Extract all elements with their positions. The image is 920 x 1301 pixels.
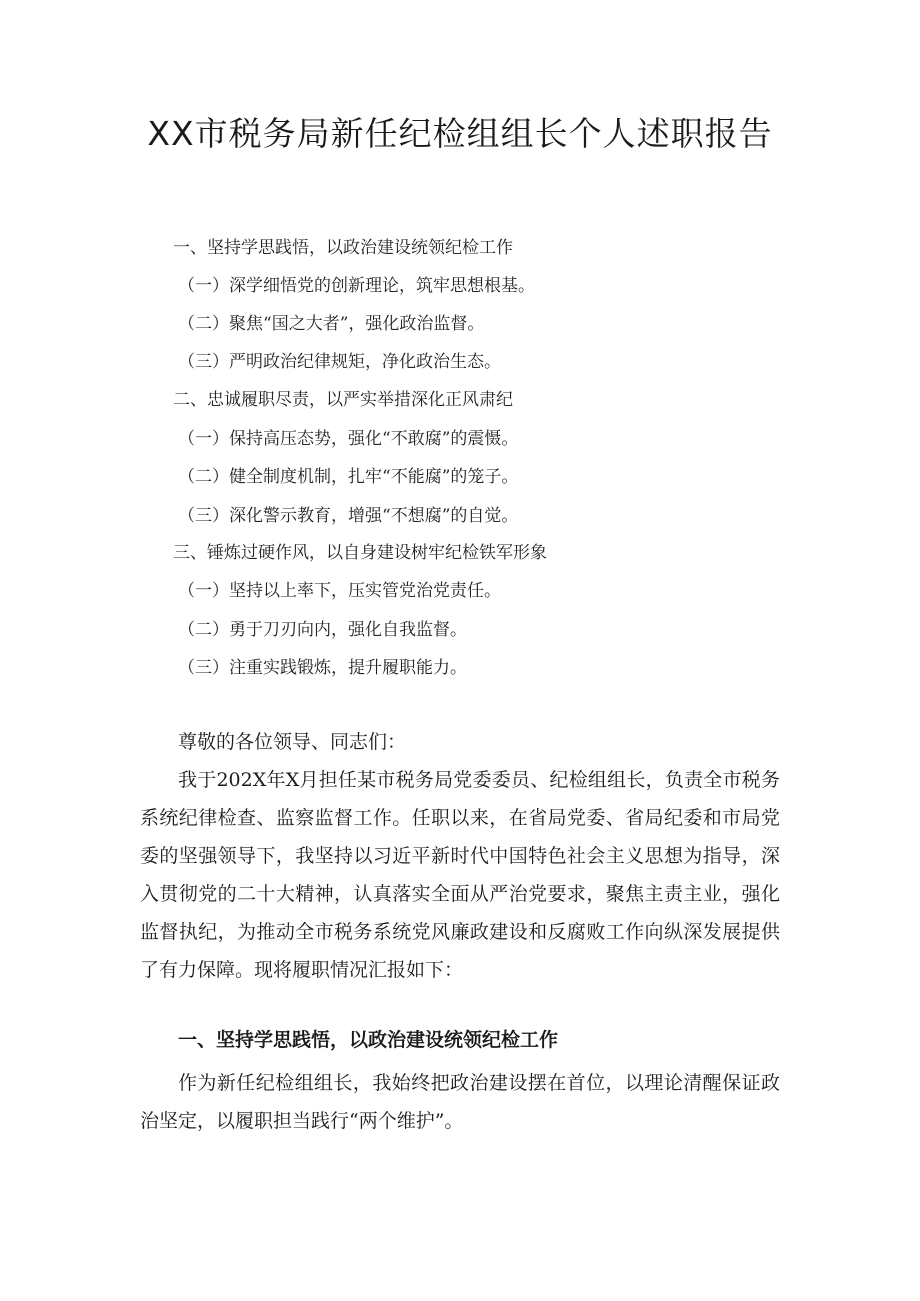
toc-item: （三）注重实践锻炼，提升履职能力。 xyxy=(178,658,467,678)
toc-item: 一、坚持学思践悟，以政治建设统领纪检工作 xyxy=(173,238,513,258)
toc-item: （一）坚持以上率下，压实管党治党责任。 xyxy=(178,581,501,601)
paragraph-text: 我于202X年X月担任某市税务局党委委员、纪检组组长，负责全市税务系统纪律检查、监察监督工作。任职以来，在省局党委、省局纪委和市局党委的坚强领导下，我坚持以习近平新时代中国特色社会主义思想为指导，深入贯彻党的二十大精神，认真落实全面从严治党要求，聚焦主责主业，强化监督执纪，为推动全市税务系统党风廉政建设和反腐败工作向纵深发展提供了有力保障。现将履职情况汇报如下： xyxy=(140,769,780,981)
toc-item: （一）深学细悟党的创新理论，筑牢思想根基。 xyxy=(178,276,535,296)
toc-item: （二）聚焦“国之大者”，强化政治监督。 xyxy=(178,314,485,334)
section-heading: 一、坚持学思践悟，以政治建设统领纪检工作 xyxy=(178,1029,559,1051)
paragraph-text: 作为新任纪检组组长，我始终把政治建设摆在首位，以理论清醒保证政治坚定，以履职担当践行“两个维护”。 xyxy=(140,1072,780,1132)
toc-item: （三）严明政治纪律规矩，净化政治生态。 xyxy=(178,352,501,372)
toc-item: （三）深化警示教育，增强“不想腐”的自觉。 xyxy=(178,506,519,526)
toc-item: （一）保持高压态势，强化“不敢腐”的震慑。 xyxy=(178,429,519,449)
body-paragraph xyxy=(140,761,780,989)
toc-item: 三、锤炼过硬作风，以自身建设树牢纪检铁军形象 xyxy=(173,543,547,563)
document-title: XX市税务局新任纪检组组长个人述职报告 xyxy=(147,114,773,153)
toc-item: 二、忠诚履职尽责，以严实举措深化正风肃纪 xyxy=(173,390,513,410)
salutation: 尊敬的各位领导、同志们： xyxy=(178,731,407,753)
toc-item: （二）勇于刀刃向内，强化自我监督。 xyxy=(178,620,467,640)
toc-item: （二）健全制度机制，扎牢“不能腐”的笼子。 xyxy=(178,467,519,487)
body-paragraph xyxy=(140,1064,780,1140)
